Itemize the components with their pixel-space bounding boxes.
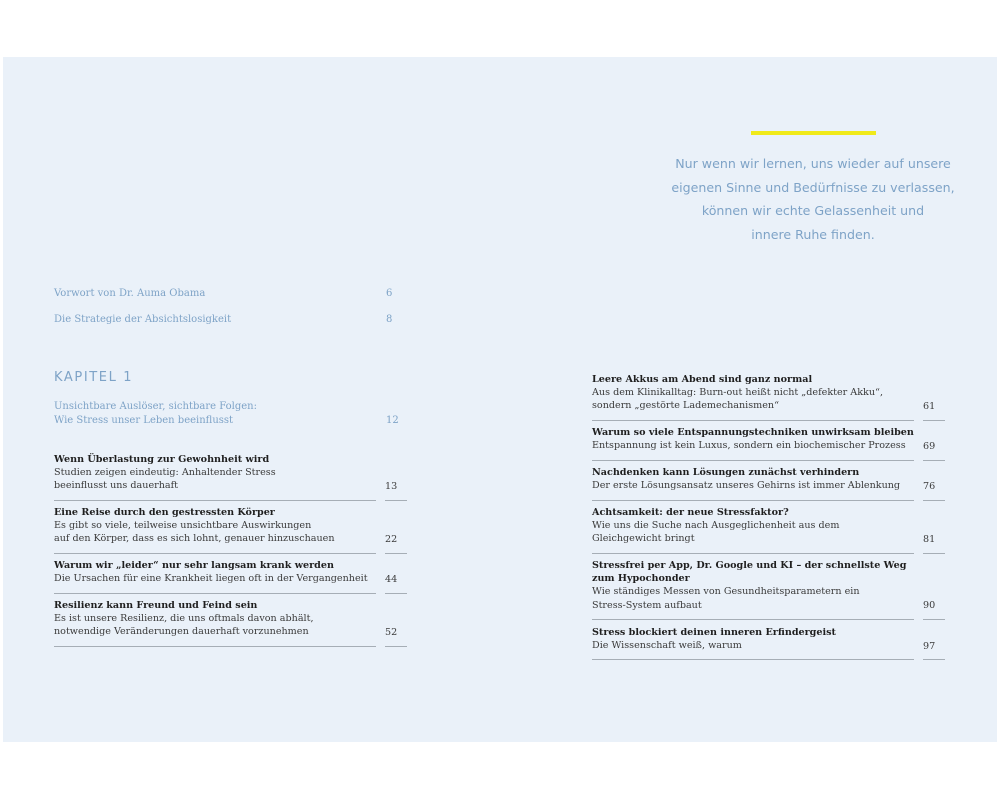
- page-rule: [923, 500, 945, 501]
- chapter-heading: KAPITEL 1: [54, 370, 134, 385]
- toc-entry-description: Studien zeigen eindeutig: Anhaltender Stress: [54, 467, 276, 479]
- toc-entry-description: auf den Körper, dass es sich lohnt, genauer hinzuschauen: [54, 533, 335, 545]
- entry-rule: [54, 553, 376, 554]
- toc-entry: [592, 506, 945, 546]
- toc-entry-description: Stress-System aufbaut: [592, 599, 702, 611]
- toc-entry: [592, 373, 945, 413]
- chapter-subtitle-line: Wie Stress unser Leben beeinflusst: [54, 414, 234, 426]
- entry-rule: [592, 460, 914, 461]
- entry-rule: [592, 500, 914, 501]
- toc-entry-title-continued: zum Hypochonder: [592, 573, 690, 585]
- toc-entry-title: Warum so viele Entspannungstechniken unwirksam bleiben: [592, 427, 914, 438]
- toc-entry-title: Resilienz kann Freund und Feind sein: [54, 600, 258, 611]
- toc-page-number: 97: [923, 641, 936, 652]
- quote-line: eigenen Sinne und Bedürfnisse zu verlassen,: [671, 179, 955, 195]
- page-rule: [923, 460, 945, 461]
- toc-entry-description: sondern „gestörte Lademechanismen“: [592, 400, 780, 412]
- toc-entry-title: Stress blockiert deinen inneren Erfindergeist: [592, 627, 836, 638]
- quote-line: Nur wenn wir lernen, uns wieder auf unsere: [675, 156, 951, 171]
- toc-page-number: 61: [923, 401, 936, 412]
- toc-entry-description: Es ist unsere Resilienz, die uns oftmals davon abhält,: [54, 613, 314, 625]
- toc-entry-description: Gleichgewicht bringt: [592, 533, 695, 545]
- toc-entry-description: Wie ständiges Messen von Gesundheitsparametern ein: [592, 586, 860, 598]
- page-rule: [923, 553, 945, 554]
- toc-entry-description: Die Ursachen für eine Krankheit liegen oft in der Vergangenheit: [54, 573, 368, 585]
- toc-item-label: Vorwort von Dr. Auma Obama: [54, 288, 206, 299]
- toc-entry-description: beeinflusst uns dauerhaft: [54, 480, 179, 492]
- entry-rule: [592, 659, 914, 660]
- toc-page-number: 90: [923, 600, 936, 611]
- quote-line: innere Ruhe finden.: [751, 226, 875, 242]
- toc-entry-title: Leere Akkus am Abend sind ganz normal: [592, 374, 813, 385]
- toc-entry: [54, 599, 407, 639]
- toc-entry-description: notwendige Veränderungen dauerhaft vorzunehmen: [54, 626, 309, 638]
- entry-rule: [54, 593, 376, 594]
- entry-rule: [54, 646, 376, 647]
- toc-entry: [592, 626, 945, 652]
- page-rule: [923, 619, 945, 620]
- toc-page-number: 13: [385, 481, 398, 492]
- page-rule: [385, 646, 407, 647]
- page-rule: [385, 500, 407, 501]
- entry-rule: [592, 619, 914, 620]
- toc-entry-description: Der erste Lösungsansatz unseres Gehirns ist immer Ablenkung: [592, 480, 901, 492]
- entry-rule: [592, 420, 914, 421]
- entry-rule: [54, 500, 376, 501]
- toc-item-label: Die Strategie der Absichtslosigkeit: [54, 314, 232, 325]
- toc-entry: [592, 559, 945, 612]
- page-rule: [385, 553, 407, 554]
- toc-entry-title: Nachdenken kann Lösungen zunächst verhindern: [592, 467, 860, 478]
- page-rule: [923, 420, 945, 421]
- entry-rule: [592, 553, 914, 554]
- toc-entry: [54, 453, 407, 493]
- toc-entry-title: Wenn Überlastung zur Gewohnheit wird: [54, 454, 270, 465]
- toc-entry: [592, 466, 945, 492]
- toc-page-number: 52: [385, 627, 398, 638]
- toc-entry-description: Entspannung ist kein Luxus, sondern ein biochemischer Prozess: [592, 440, 906, 452]
- toc-page-number: 69: [923, 441, 936, 452]
- toc-page-number: 6: [386, 288, 393, 299]
- page-rule: [385, 593, 407, 594]
- chapter-subtitle-line: Unsichtbare Auslöser, sichtbare Folgen:: [54, 401, 257, 412]
- toc-entry-description: Aus dem Klinikalltag: Burn-out heißt nicht „defekter Akku“,: [592, 387, 883, 399]
- toc-entry-description: Die Wissenschaft weiß, warum: [592, 640, 742, 652]
- toc-page-number: 12: [386, 415, 399, 426]
- accent-line: [751, 131, 876, 135]
- toc-entry: [54, 559, 407, 585]
- toc-entry-title: Eine Reise durch den gestressten Körper: [54, 507, 275, 518]
- toc-entry: [592, 426, 945, 452]
- chapter-subtitle: [54, 400, 407, 427]
- toc-page-number: 44: [385, 574, 398, 585]
- toc-entry-description: Wie uns die Suche nach Ausgeglichenheit aus dem: [592, 520, 840, 532]
- toc-entry-description: Es gibt so viele, teilweise unsichtbare Auswirkungen: [54, 520, 312, 532]
- toc-entry-title: Stressfrei per App, Dr. Google und KI – der schnellste Weg: [592, 560, 907, 571]
- page-rule: [923, 659, 945, 660]
- toc-entry: [54, 506, 407, 546]
- toc-page-number: 76: [923, 481, 936, 492]
- pull-quote: [660, 152, 966, 246]
- toc-page-number: 81: [923, 534, 936, 545]
- toc-page-number: 8: [386, 314, 393, 325]
- toc-page-number: 22: [385, 534, 398, 545]
- quote-line: können wir echte Gelassenheit und: [701, 203, 925, 218]
- toc-entry-title: Warum wir „leider“ nur sehr langsam krank werden: [54, 560, 334, 571]
- toc-entry-title: Achtsamkeit: der neue Stressfaktor?: [592, 507, 789, 518]
